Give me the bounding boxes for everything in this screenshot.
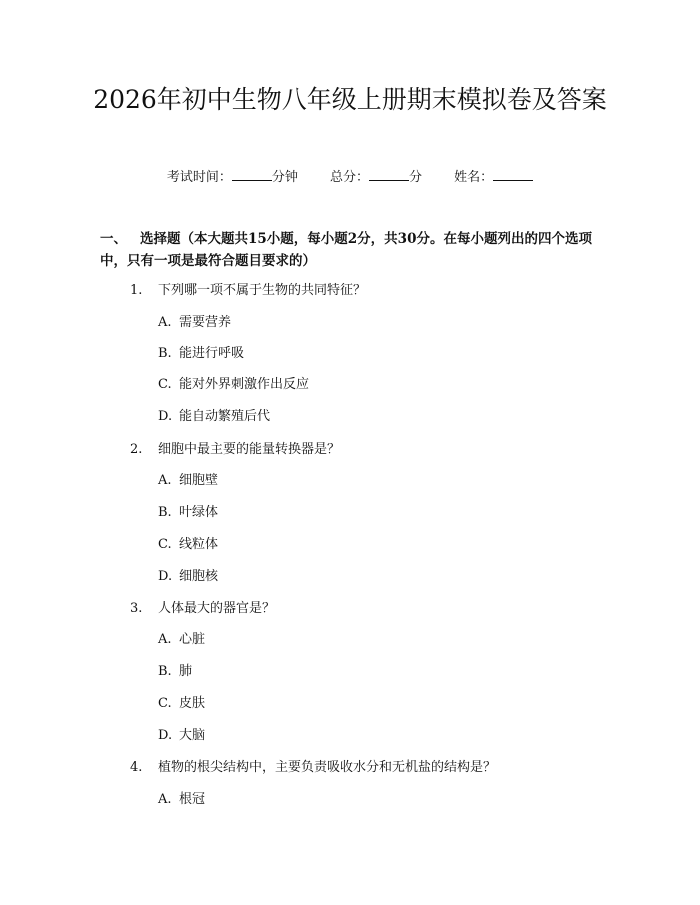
option-text: 大脑 bbox=[179, 728, 206, 743]
total-score-field bbox=[330, 168, 422, 188]
option-text: 心脏 bbox=[179, 632, 206, 647]
student-name-blank bbox=[493, 168, 533, 181]
option-text: 皮肤 bbox=[179, 696, 206, 711]
option-letter: D. bbox=[158, 569, 173, 584]
total-score-label: 总分： bbox=[329, 170, 369, 185]
exam-time-blank bbox=[232, 168, 272, 181]
option-3d bbox=[158, 726, 205, 746]
option-text: 需要营养 bbox=[179, 315, 232, 330]
option-text: 能进行呼吸 bbox=[179, 346, 245, 361]
option-2a bbox=[158, 471, 218, 491]
option-2b bbox=[158, 503, 218, 523]
option-text: 根冠 bbox=[179, 792, 206, 807]
question-number: 2. bbox=[130, 442, 143, 457]
student-name-label: 姓名： bbox=[454, 170, 494, 185]
section-number: 一、 bbox=[100, 231, 127, 247]
option-1c bbox=[158, 375, 309, 395]
option-letter: A. bbox=[158, 315, 172, 330]
option-2c bbox=[158, 535, 218, 555]
option-letter: A. bbox=[158, 473, 172, 488]
option-text: 叶绿体 bbox=[179, 505, 219, 520]
question-text: 人体最大的器官是？ bbox=[158, 601, 276, 616]
question-number: 4. bbox=[130, 760, 143, 775]
option-1d bbox=[158, 407, 270, 427]
option-letter: B. bbox=[158, 505, 172, 520]
exam-info-line bbox=[0, 168, 700, 188]
exam-time-unit: 分钟 bbox=[271, 170, 298, 185]
option-letter: D. bbox=[158, 409, 173, 424]
option-letter: C. bbox=[158, 696, 172, 711]
question-2 bbox=[130, 440, 340, 460]
question-4 bbox=[130, 758, 496, 778]
option-text: 细胞核 bbox=[179, 569, 219, 584]
question-number: 3. bbox=[130, 601, 143, 616]
question-3 bbox=[130, 599, 275, 619]
question-number: 1. bbox=[130, 283, 143, 298]
option-text: 能自动繁殖后代 bbox=[179, 409, 271, 424]
option-3c bbox=[158, 694, 205, 714]
option-2d bbox=[158, 567, 218, 587]
exam-time-field bbox=[167, 168, 298, 188]
section-heading bbox=[100, 228, 600, 272]
student-name-field bbox=[454, 168, 533, 188]
option-text: 细胞壁 bbox=[179, 473, 219, 488]
question-1 bbox=[130, 281, 366, 301]
page-title: 2026年初中生物八年级上册期末模拟卷及答案 bbox=[93, 85, 607, 114]
option-letter: A. bbox=[158, 632, 172, 647]
section-instructions: 选择题（本大题共15小题，每小题2分，共30分。在每小题列出的四个选项中，只有一项是最符合题目要求的） bbox=[100, 231, 592, 269]
option-letter: B. bbox=[158, 346, 172, 361]
option-3b bbox=[158, 662, 192, 682]
option-4a bbox=[158, 790, 205, 810]
option-1a bbox=[158, 313, 231, 333]
total-score-blank bbox=[369, 168, 409, 181]
total-score-unit: 分 bbox=[409, 170, 423, 185]
question-text: 植物的根尖结构中，主要负责吸收水分和无机盐的结构是？ bbox=[158, 760, 497, 775]
question-text: 细胞中最主要的能量转换器是？ bbox=[158, 442, 341, 457]
option-letter: D. bbox=[158, 728, 173, 743]
option-1b bbox=[158, 344, 244, 364]
option-text: 肺 bbox=[179, 664, 193, 679]
exam-time-label: 考试时间： bbox=[166, 170, 232, 185]
option-letter: A. bbox=[158, 792, 172, 807]
option-letter: C. bbox=[158, 537, 172, 552]
option-text: 线粒体 bbox=[179, 537, 219, 552]
question-text: 下列哪一项不属于生物的共同特征？ bbox=[158, 283, 367, 298]
option-3a bbox=[158, 630, 205, 650]
option-letter: C. bbox=[158, 377, 172, 392]
option-letter: B. bbox=[158, 664, 172, 679]
option-text: 能对外界刺激作出反应 bbox=[179, 377, 310, 392]
